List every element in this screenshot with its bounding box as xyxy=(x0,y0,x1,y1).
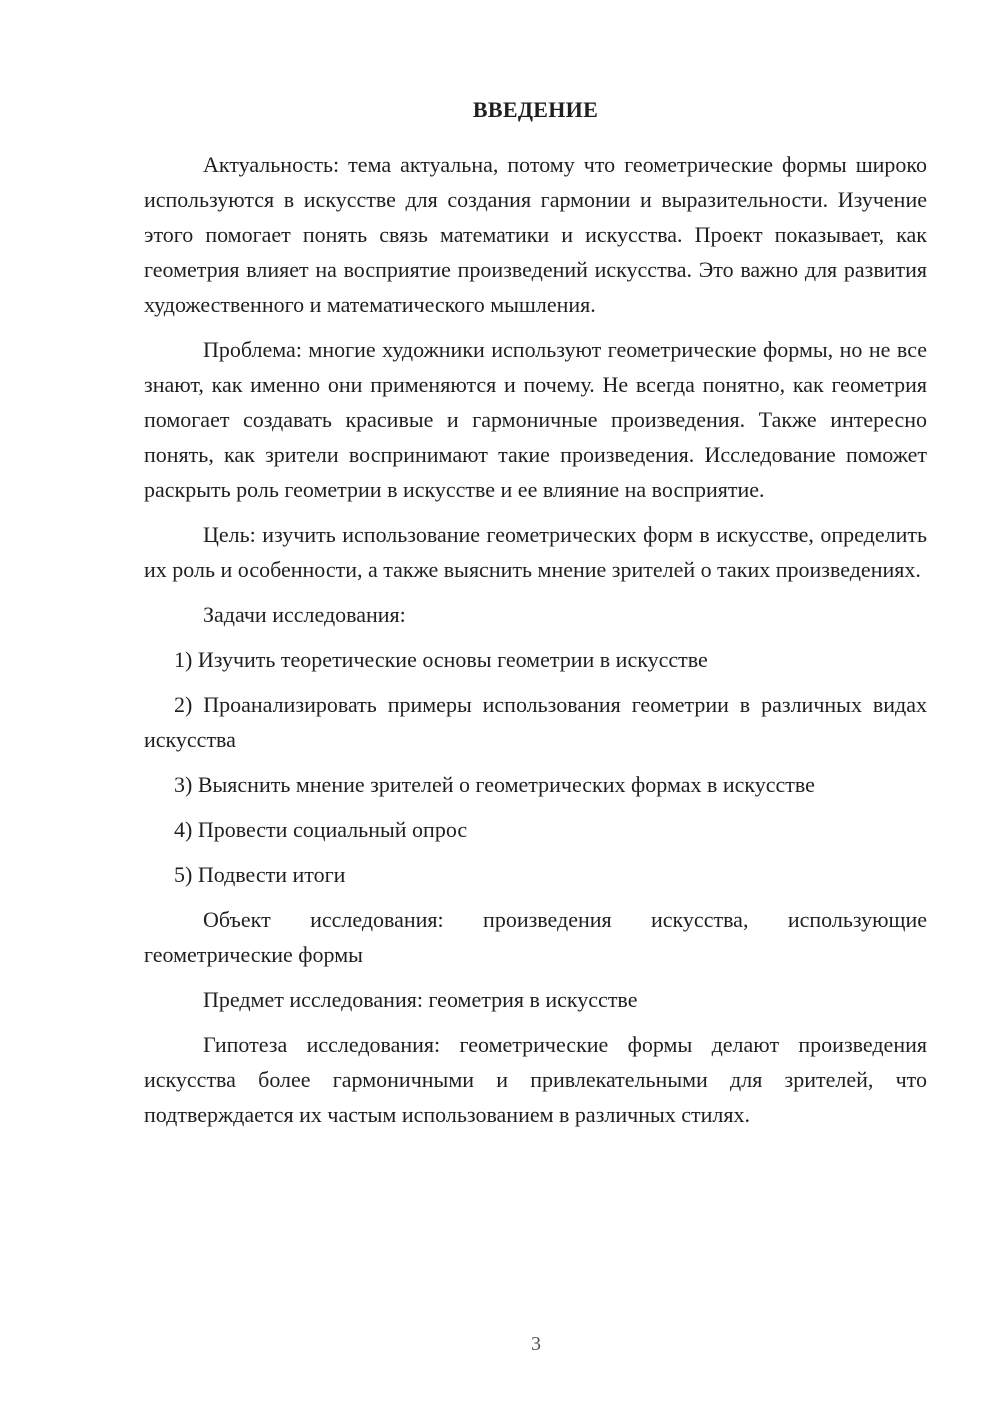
relevance-paragraph: Актуальность: тема актуальна, потому что геометрические формы широко используются в искусстве для создания гармонии и выразительности. Изучение этого помогает понять связь математики и искусства. Проект показывает, как геометрия влияет на восприятие произведений искусства. Это важно для развития художественного и математического мышления. xyxy=(144,152,927,317)
tasks-heading: Задачи исследования: xyxy=(203,602,406,627)
task-item: 1) Изучить теоретические основы геометрии в искусстве xyxy=(174,647,708,672)
document-body xyxy=(144,92,927,1142)
hypothesis-paragraph: Гипотеза исследования: геометрические формы делают произведения искусства более гармоничными и привлекательными для зрителей, что подтверждается их частым использованием в различных стилях. xyxy=(144,1032,927,1127)
task-item: 3) Выяснить мнение зрителей о геометрических формах в искусстве xyxy=(174,772,815,797)
goal-paragraph: Цель: изучить использование геометрических форм в искусстве, определить их роль и особенности, а также выяснить мнение зрителей о таких произведениях. xyxy=(144,522,927,582)
problem-paragraph: Проблема: многие художники используют геометрические формы, но не все знают, как именно они применяются и почему. Не всегда понятно, как геометрия помогает создавать красивые и гармоничные произведения. Также интересно понять, как зрители воспринимают такие произведения. Исследование поможет раскрыть роль геометрии в искусстве и ее влияние на восприятие. xyxy=(144,337,927,502)
subject-paragraph: Предмет исследования: геометрия в искусстве xyxy=(203,987,638,1012)
page-number: 3 xyxy=(531,1333,541,1355)
section-heading: ВВЕДЕНИЕ xyxy=(472,97,599,122)
task-item: 4) Провести социальный опрос xyxy=(174,817,468,842)
task-item: 5) Подвести итоги xyxy=(174,862,346,887)
task-item: 2) Проанализировать примеры использования геометрии в различных видах искусства xyxy=(144,692,927,752)
object-paragraph: Объект исследования: произведения искусства, использующие геометрические формы xyxy=(144,907,927,967)
